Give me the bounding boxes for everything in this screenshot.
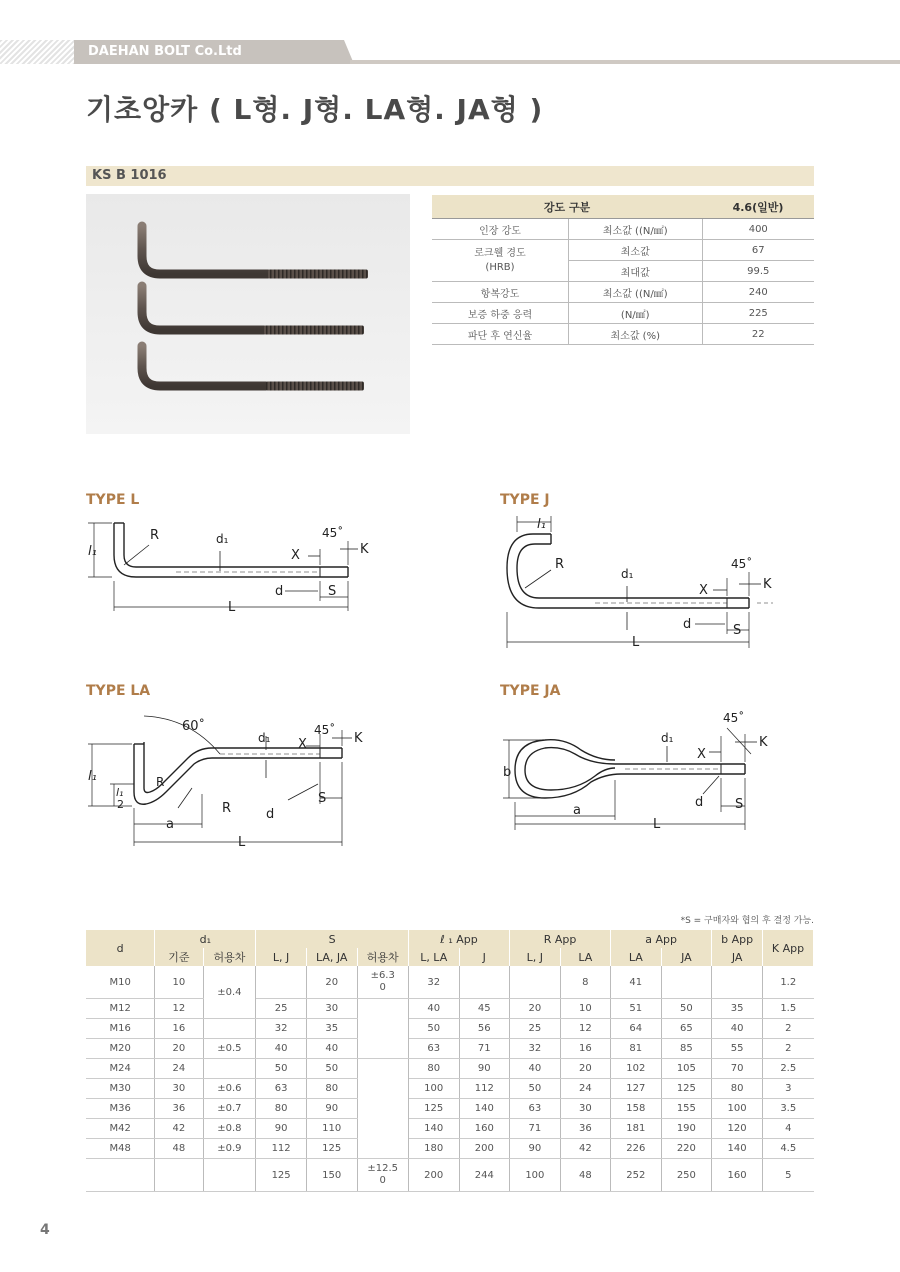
prop-value: 99.5 (702, 261, 814, 282)
cell-aa: 158 (611, 1099, 662, 1119)
label-l: L (228, 600, 236, 615)
cell-b: 100 (712, 1099, 763, 1119)
label-b: b (503, 765, 512, 780)
label-l1: l₁ (88, 544, 97, 559)
cell-l1b: 160 (459, 1119, 510, 1139)
cell-aa: 51 (611, 999, 662, 1019)
tol-lower: 0 (379, 1175, 386, 1186)
type-l-label: TYPE L (86, 492, 140, 508)
label-l1: l₁ (88, 769, 97, 784)
cell-k: 2.5 (763, 1059, 814, 1079)
tol-upper: ±12.5 (367, 1163, 399, 1174)
cell-aa: 81 (611, 1039, 662, 1059)
tol-upper: ±6.3 (370, 970, 395, 981)
cell-d1 (155, 1159, 203, 1192)
table-row (432, 303, 814, 324)
label-d1: d₁ (216, 532, 229, 546)
cell-b (712, 966, 763, 999)
cell-b: 35 (712, 999, 763, 1019)
cell-k: 1.5 (763, 999, 814, 1019)
cell-l1a: 32 (408, 966, 459, 999)
cell-l1a: 200 (408, 1159, 459, 1192)
prop-name: 파단 후 연신율 (432, 324, 569, 345)
cell-tol: ±0.8 (203, 1119, 256, 1139)
cell-rb: 30 (560, 1099, 610, 1119)
cell-ab: 190 (661, 1119, 712, 1139)
footnote: *S = 구매자와 협의 후 결정 가능. (680, 916, 814, 926)
prop-name (432, 240, 569, 282)
label-l1: l₁ (537, 517, 546, 532)
label-l: L (653, 817, 661, 832)
label-s: S (318, 791, 327, 806)
cell-ra (510, 966, 561, 999)
prop-value: 67 (702, 240, 814, 261)
col-r-la: LA (560, 948, 610, 966)
cell-ab: 65 (661, 1019, 712, 1039)
label-s: S (735, 797, 744, 812)
page-header (0, 40, 900, 64)
table-row (86, 1079, 814, 1099)
cell-d1: 48 (155, 1139, 203, 1159)
prop-cond: 최소값 (569, 240, 703, 261)
col-s: S (256, 930, 409, 948)
label-45deg: 45˚ (723, 711, 745, 725)
cell-ra: 71 (510, 1119, 561, 1139)
cell-k: 2 (763, 1019, 814, 1039)
col-s-tol: 허용차 (357, 948, 408, 966)
cell-aa: 181 (611, 1119, 662, 1139)
cell-d: M20 (86, 1039, 155, 1059)
col-l1-lla: L, LA (408, 948, 459, 966)
cell-d: M48 (86, 1139, 155, 1159)
cell-tol: ±0.7 (203, 1099, 256, 1119)
type-la-diagram (80, 708, 380, 858)
cell-stol (357, 966, 408, 999)
col-k: K App (763, 930, 814, 966)
cell-ra: 32 (510, 1039, 561, 1059)
cell-slj: 40 (256, 1039, 307, 1059)
cell-ab: 155 (661, 1099, 712, 1119)
cell-k: 3.5 (763, 1099, 814, 1119)
label-x: X (291, 548, 300, 563)
cell-l1b: 45 (459, 999, 510, 1019)
col-b: b App (712, 930, 763, 948)
prop-value: 240 (702, 282, 814, 303)
strength-class-header: 강도 구분 (432, 195, 702, 219)
cell-b: 160 (712, 1159, 763, 1192)
cell-l1a: 100 (408, 1079, 459, 1099)
strength-table (432, 195, 814, 345)
cell-sla: 20 (306, 966, 357, 999)
cell-k: 4.5 (763, 1139, 814, 1159)
label-r: R (222, 801, 232, 816)
cell-l1b: 244 (459, 1159, 510, 1192)
cell-d1: 42 (155, 1119, 203, 1139)
cell-d: M36 (86, 1099, 155, 1119)
cell-tol (203, 1159, 256, 1192)
cell-tol (203, 1019, 256, 1039)
cell-d1: 30 (155, 1079, 203, 1099)
label-d1: d₁ (258, 731, 271, 745)
bolt-1 (142, 226, 368, 279)
cell-l1a: 50 (408, 1019, 459, 1039)
label-half-denominator: 2 (117, 798, 124, 811)
label-l1-half: l₁ (116, 786, 124, 799)
label-a: a (573, 803, 581, 818)
cell-l1a: 125 (408, 1099, 459, 1119)
cell-k: 5 (763, 1159, 814, 1192)
cell-l1b: 140 (459, 1099, 510, 1119)
cell-ab: 50 (661, 999, 712, 1019)
cell-l1a: 180 (408, 1139, 459, 1159)
cell-ab (661, 966, 712, 999)
cell-l1a: 140 (408, 1119, 459, 1139)
label-d1: d₁ (661, 731, 674, 745)
label-60deg: 60˚ (182, 719, 206, 734)
label-s: S (328, 584, 337, 599)
grade-header: 4.6(일반) (702, 195, 814, 219)
col-d1-base: 기준 (155, 948, 203, 966)
cell-d1: 24 (155, 1059, 203, 1079)
cell-aa: 226 (611, 1139, 662, 1159)
cell-ra: 40 (510, 1059, 561, 1079)
company-name: DAEHAN BOLT Co.Ltd (88, 44, 242, 59)
cell-l1b (459, 966, 510, 999)
cell-ra: 50 (510, 1079, 561, 1099)
cell-aa: 41 (611, 966, 662, 999)
cell-stol (357, 1159, 408, 1192)
cell-aa: 64 (611, 1019, 662, 1039)
cell-tol (203, 1059, 256, 1079)
cell-k: 3 (763, 1079, 814, 1099)
cell-d: M12 (86, 999, 155, 1019)
cell-l1a: 80 (408, 1059, 459, 1079)
prop-cond: 최소값 ((N/㎟) (569, 219, 703, 240)
cell-sla: 35 (306, 1019, 357, 1039)
label-l: L (632, 635, 640, 650)
cell-tol: ±0.6 (203, 1079, 256, 1099)
label-r: R (150, 528, 160, 543)
cell-ra: 90 (510, 1139, 561, 1159)
cell-b: 55 (712, 1039, 763, 1059)
cell-aa: 127 (611, 1079, 662, 1099)
prop-name-line1: 로크웰 경도 (474, 247, 526, 259)
cell-rb: 12 (560, 1019, 610, 1039)
cell-slj: 25 (256, 999, 307, 1019)
col-a-la: LA (611, 948, 662, 966)
cell-rb: 24 (560, 1079, 610, 1099)
col-d: d (86, 930, 155, 966)
label-x: X (699, 583, 708, 598)
cell-rb: 42 (560, 1139, 610, 1159)
cell-tol: ±0.5 (203, 1039, 256, 1059)
prop-cond: 최대값 (569, 261, 703, 282)
col-s-laja: LA, JA (306, 948, 357, 966)
cell-slj: 50 (256, 1059, 307, 1079)
col-a-ja: JA (661, 948, 712, 966)
label-d: d (683, 617, 692, 632)
col-b-ja: JA (712, 948, 763, 966)
table-row (86, 1059, 814, 1079)
cell-rb: 48 (560, 1159, 610, 1192)
col-r: R App (510, 930, 611, 948)
cell-sla: 40 (306, 1039, 357, 1059)
label-x: X (697, 747, 706, 762)
cell-sla: 90 (306, 1099, 357, 1119)
cell-slj: 63 (256, 1079, 307, 1099)
tol-lower: 0 (379, 982, 386, 993)
label-s: S (733, 623, 742, 638)
cell-b: 40 (712, 1019, 763, 1039)
cell-sla: 80 (306, 1079, 357, 1099)
prop-cond: 최소값 (%) (569, 324, 703, 345)
bolt-2 (142, 286, 364, 335)
prop-cond: (N/㎟) (569, 303, 703, 324)
cell-d (86, 1159, 155, 1192)
type-ja-diagram (495, 706, 785, 836)
cell-b: 120 (712, 1119, 763, 1139)
cell-d1: 10 (155, 966, 203, 999)
cell-ab: 250 (661, 1159, 712, 1192)
cell-aa: 102 (611, 1059, 662, 1079)
cell-ab: 105 (661, 1059, 712, 1079)
cell-d1: 36 (155, 1099, 203, 1119)
cell-k: 4 (763, 1119, 814, 1139)
cell-ab: 220 (661, 1139, 712, 1159)
cell-d: M42 (86, 1119, 155, 1139)
cell-ra: 100 (510, 1159, 561, 1192)
cell-l1a: 40 (408, 999, 459, 1019)
cell-slj: 112 (256, 1139, 307, 1159)
cell-ab: 125 (661, 1079, 712, 1099)
table-row (86, 1039, 814, 1059)
table-row (86, 1019, 814, 1039)
label-k: K (360, 542, 369, 557)
label-k: K (759, 735, 768, 750)
standard-label: KS B 1016 (92, 168, 167, 183)
prop-name-line2: (HRB) (485, 261, 515, 273)
standard-bar (86, 166, 814, 186)
cell-sla: 110 (306, 1119, 357, 1139)
type-la-label: TYPE LA (86, 683, 151, 699)
cell-ra: 20 (510, 999, 561, 1019)
cell-d1: 20 (155, 1039, 203, 1059)
page-number: 4 (40, 1222, 50, 1238)
cell-rb: 8 (560, 966, 610, 999)
cell-aa: 252 (611, 1159, 662, 1192)
cell-slj: 90 (256, 1119, 307, 1139)
cell-sla: 125 (306, 1139, 357, 1159)
cell-tol: ±0.9 (203, 1139, 256, 1159)
table-row (86, 1099, 814, 1119)
cell-ra: 25 (510, 1019, 561, 1039)
cell-l1a: 63 (408, 1039, 459, 1059)
table-row (86, 966, 814, 999)
label-r: R (555, 557, 565, 572)
cell-sla: 30 (306, 999, 357, 1019)
table-row (432, 282, 814, 303)
cell-slj: 125 (256, 1159, 307, 1192)
label-45deg: 45˚ (322, 526, 344, 540)
cell-d: M16 (86, 1019, 155, 1039)
type-j-label: TYPE J (500, 492, 550, 508)
cell-l1b: 56 (459, 1019, 510, 1039)
cell-k: 2 (763, 1039, 814, 1059)
table-row (432, 240, 814, 261)
label-d1: d₁ (621, 567, 634, 581)
label-x: X (298, 737, 307, 752)
cell-ra: 63 (510, 1099, 561, 1119)
table-row (86, 1139, 814, 1159)
cell-rb: 36 (560, 1119, 610, 1139)
label-45deg: 45˚ (731, 557, 753, 571)
label-k: K (763, 577, 772, 592)
cell-sla: 50 (306, 1059, 357, 1079)
type-j-diagram (495, 512, 785, 652)
cell-d: M10 (86, 966, 155, 999)
table-row (86, 1159, 814, 1192)
table-row (432, 324, 814, 345)
prop-cond: 최소값 ((N/㎟) (569, 282, 703, 303)
cell-l1b: 90 (459, 1059, 510, 1079)
table-row (86, 999, 814, 1019)
cell-l1b: 200 (459, 1139, 510, 1159)
label-r-inner: R (156, 775, 165, 789)
label-d: d (695, 795, 704, 810)
cell-k: 1.2 (763, 966, 814, 999)
label-k: K (354, 731, 363, 746)
col-l1-j: J (459, 948, 510, 966)
cell-rb: 20 (560, 1059, 610, 1079)
cell-slj: 32 (256, 1019, 307, 1039)
cell-b: 80 (712, 1079, 763, 1099)
cell-b: 70 (712, 1059, 763, 1079)
cell-stol (357, 999, 408, 1059)
col-r-lj: L, J (510, 948, 561, 966)
col-d1-tol: 허용차 (203, 948, 256, 966)
cell-d: M30 (86, 1079, 155, 1099)
cell-d: M24 (86, 1059, 155, 1079)
cell-b: 140 (712, 1139, 763, 1159)
prop-name: 항복강도 (432, 282, 569, 303)
dimension-table (86, 930, 814, 1192)
page-title: 기초앙카 ( L형. J형. LA형. JA형 ) (86, 93, 544, 126)
cell-l1b: 112 (459, 1079, 510, 1099)
col-a: a App (611, 930, 712, 948)
cell-slj (256, 966, 307, 999)
cell-rb: 16 (560, 1039, 610, 1059)
prop-value: 400 (702, 219, 814, 240)
cell-slj: 80 (256, 1099, 307, 1119)
table-row (86, 1119, 814, 1139)
cell-d1: 12 (155, 999, 203, 1019)
label-45deg: 45˚ (314, 723, 336, 737)
cell-rb: 10 (560, 999, 610, 1019)
header-rule (350, 60, 900, 64)
label-d: d (275, 584, 284, 599)
cell-ab: 85 (661, 1039, 712, 1059)
table-row (432, 219, 814, 240)
cell-sla: 150 (306, 1159, 357, 1192)
label-l: L (238, 835, 246, 850)
type-l-diagram (80, 515, 380, 615)
label-a: a (166, 817, 174, 832)
bolt-3 (142, 346, 364, 391)
prop-name: 보증 하중 응력 (432, 303, 569, 324)
product-photo (86, 194, 410, 434)
prop-value: 22 (702, 324, 814, 345)
type-ja-label: TYPE JA (500, 683, 561, 699)
col-d1: d₁ (155, 930, 256, 948)
cell-d1: 16 (155, 1019, 203, 1039)
prop-name: 인장 강도 (432, 219, 569, 240)
cell-stol (357, 1059, 408, 1159)
col-l1: ℓ ₁ App (408, 930, 509, 948)
prop-value: 225 (702, 303, 814, 324)
cell-tol: ±0.4 (203, 966, 256, 1019)
label-d: d (266, 807, 275, 822)
col-s-lj: L, J (256, 948, 307, 966)
cell-l1b: 71 (459, 1039, 510, 1059)
